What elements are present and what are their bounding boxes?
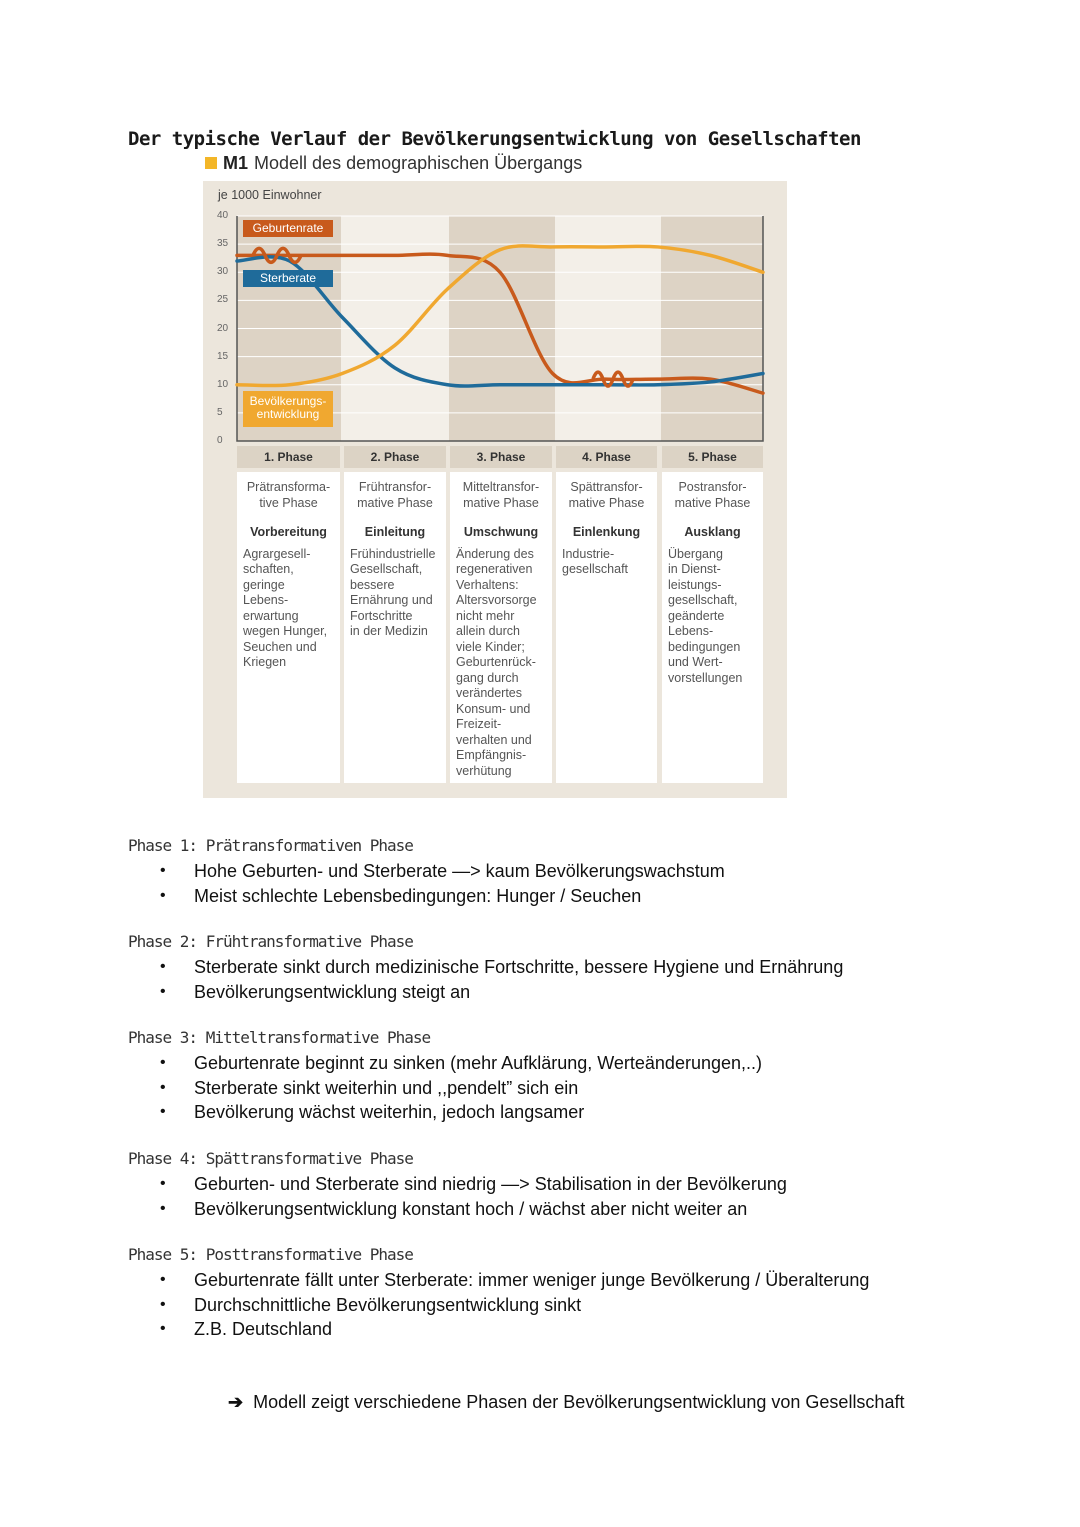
section-heading: Phase 2: Frühtransformative Phase [128,932,413,951]
phase-description-line: Fortschritte [350,608,413,623]
bullet-item: • Bevölkerungsentwicklung konstant hoch / wächst aber nicht weiter an [160,1197,787,1222]
phase-header: 3. Phase [450,446,552,468]
phase-description-line: Lebens- [243,593,289,607]
phase-description-line: Gesellschaft, [350,562,423,576]
phase-subtitle-line: mative Phase [568,495,645,510]
section-heading: Phase 3: Mitteltransformative Phase [128,1028,431,1047]
phase-subtitle [662,472,763,511]
phase-subtitle-line: mative Phase [674,495,751,510]
phase-description-line: geänderte [668,608,725,623]
phase-subtitle [556,472,657,511]
phase-description-line: und Wert- [668,655,723,669]
y-tick-label: 35 [217,238,229,250]
phase-description-line: Verhaltens: [456,577,519,592]
phase-header: 5. Phase [662,446,763,468]
phase-description-line: allein durch [456,624,520,638]
y-axis-label: je 1000 Einwohner [218,188,322,202]
phase-column [662,472,763,783]
y-tick-label: 25 [217,294,229,306]
bullet-list [160,1268,869,1342]
demographic-transition-figure [203,181,787,798]
bullet-item: • Sterberate sinkt weiterhin und ,,pendelt” sich ein [160,1076,762,1101]
phase-description-line: vorstellungen [668,670,743,685]
phase-description [237,547,340,671]
caption-marker-icon [205,157,217,169]
bullet-item: • Meist schlechte Lebensbedingungen: Hunger / Seuchen [160,884,725,909]
birth-rate-tag: Geburtenrate [243,220,333,237]
phase-description-line: Agrargesell- [243,546,311,561]
bullet-item: • Geburten- und Sterberate sind niedrig —> Stabilisation in der Bevölkerung [160,1172,787,1197]
phase-description-line: Seuchen und [243,639,317,654]
phase-description-line: in der Medizin [350,624,428,638]
y-tick-label: 15 [217,350,229,362]
phase-subtitle-line: tive Phase [259,495,318,510]
phase-description-line: Altersvorsorge [456,593,537,607]
phase-description [344,547,446,640]
phase-subtitle-line: Mitteltransfor- [462,480,540,494]
phase-description-line: verändertes [456,686,523,700]
phase-subtitle-line: Spättransfor- [570,480,643,494]
conclusion [228,1392,904,1413]
phase-description-line: regenerativen [456,562,533,576]
bullet-list [160,1172,787,1221]
phase-description-line: verhalten und [456,732,532,747]
bullet-list [160,955,843,1004]
phase-header: 1. Phase [237,446,340,468]
y-tick-label: 20 [217,322,229,334]
death-rate-tag: Sterberate [243,270,333,287]
phase-description-line: Industrie- [562,546,615,561]
phase-column [344,472,446,783]
bullet-item: • Hohe Geburten- und Sterberate —> kaum Bevölkerungswachstum [160,859,725,884]
phase-description-line: geringe [243,577,285,592]
phase-description-line: Freizeit- [456,717,502,731]
phase-description-line: Lebens- [668,624,714,638]
phase-description-line: nicht mehr [456,608,515,623]
phase-description-line: leistungs- [668,577,722,592]
bullet-list [160,859,725,908]
section-heading: Phase 1: Prätransformativen Phase [128,836,413,855]
figure-caption-text: Modell des demographischen Übergangs [254,153,583,173]
phase-description-line: wegen Hunger, [243,624,328,638]
phase-subtitle [450,472,552,511]
population-tag [243,391,333,427]
phase-description-line: Konsum- und [456,701,531,716]
phase-description-line: gesellschaft, [668,593,738,607]
phase-description-line: Empfängnis- [456,748,527,762]
phase-description [450,547,552,780]
phase-column [237,472,340,783]
bullet-item: • Geburtenrate fällt unter Sterberate: immer weniger junge Bevölkerung / Überalterung [160,1268,869,1293]
figure-label: M1 [223,153,249,173]
phase-description-line: Ernährung und [350,593,433,607]
population-tag-line1: Bevölkerungs- [249,394,327,408]
phase-subtitle-line: Prätransforma- [246,480,331,494]
conclusion-text: Modell zeigt verschiedene Phasen der Bevölkerungsentwicklung von Gesellschaft [253,1392,905,1412]
phase-subtitle-line: Frühtransfor- [358,480,432,494]
population-tag-line2: entwicklung [256,407,320,421]
phase-description-line: viele Kinder; [456,639,525,654]
phase-description [556,547,657,578]
phase-header: 2. Phase [344,446,446,468]
phase-keyword: Einleitung [364,525,426,539]
phase-description-line: schaften, [243,562,294,576]
phase-keyword: Ausklang [684,525,741,539]
phase-description-line: Kriegen [243,655,287,669]
document-title: Der typische Verlauf der Bevölkerungsentwicklung von Gesellschaften [128,128,861,150]
phase-subtitle [237,472,340,511]
y-tick-label: 0 [217,435,223,446]
phase-description-line: verhütung [456,763,512,778]
section-heading: Phase 4: Spättransformative Phase [128,1149,413,1168]
bullet-item: • Geburtenrate beginnt zu sinken (mehr Aufklärung, Werteänderungen,..) [160,1051,762,1076]
bullet-item: • Bevölkerungsentwicklung steigt an [160,980,843,1005]
phase-keyword: Einlenkung [572,525,641,539]
phase-description-line: Geburtenrück- [456,655,536,669]
y-tick-label: 5 [217,406,223,418]
phase-description-line: Frühindustrielle [350,546,436,561]
bullet-item: • Sterberate sinkt durch medizinische Fortschritte, bessere Hygiene und Ernährung [160,955,843,980]
phase-column [556,472,657,783]
phase-description-line: gesellschaft [562,562,629,576]
phase-description-line: erwartung [243,608,299,623]
figure-caption [205,153,582,174]
phase-description-line: Änderung des [456,546,534,561]
phase-subtitle-line: Postransfor- [678,480,747,494]
y-tick-label: 10 [217,378,229,390]
phase-keyword: Umschwung [463,525,539,539]
bullet-item: • Durchschnittliche Bevölkerungsentwicklung sinkt [160,1293,869,1318]
phase-subtitle-line: mative Phase [357,495,433,510]
section-heading: Phase 5: Posttransformative Phase [128,1245,413,1264]
phase-keyword: Vorbereitung [250,525,327,539]
y-tick-label: 40 [217,210,229,221]
bullet-item: • Z.B. Deutschland [160,1317,869,1342]
phase-description-line: Übergang [668,546,723,561]
bullet-item: • Bevölkerung wächst weiterhin, jedoch langsamer [160,1100,762,1125]
arrow-right-icon: ➔ [228,1392,244,1412]
phase-description-line: in Dienst- [668,562,721,576]
phase-description [662,547,763,687]
bullet-list [160,1051,762,1125]
phase-description-line: bedingungen [668,639,741,654]
phase-column [450,472,552,783]
y-tick-label: 30 [217,266,229,278]
phase-description-line: bessere [350,577,395,592]
phase-description-line: gang durch [456,670,519,685]
phase-subtitle-line: mative Phase [463,495,539,510]
phase-header: 4. Phase [556,446,657,468]
phase-subtitle [344,472,446,511]
